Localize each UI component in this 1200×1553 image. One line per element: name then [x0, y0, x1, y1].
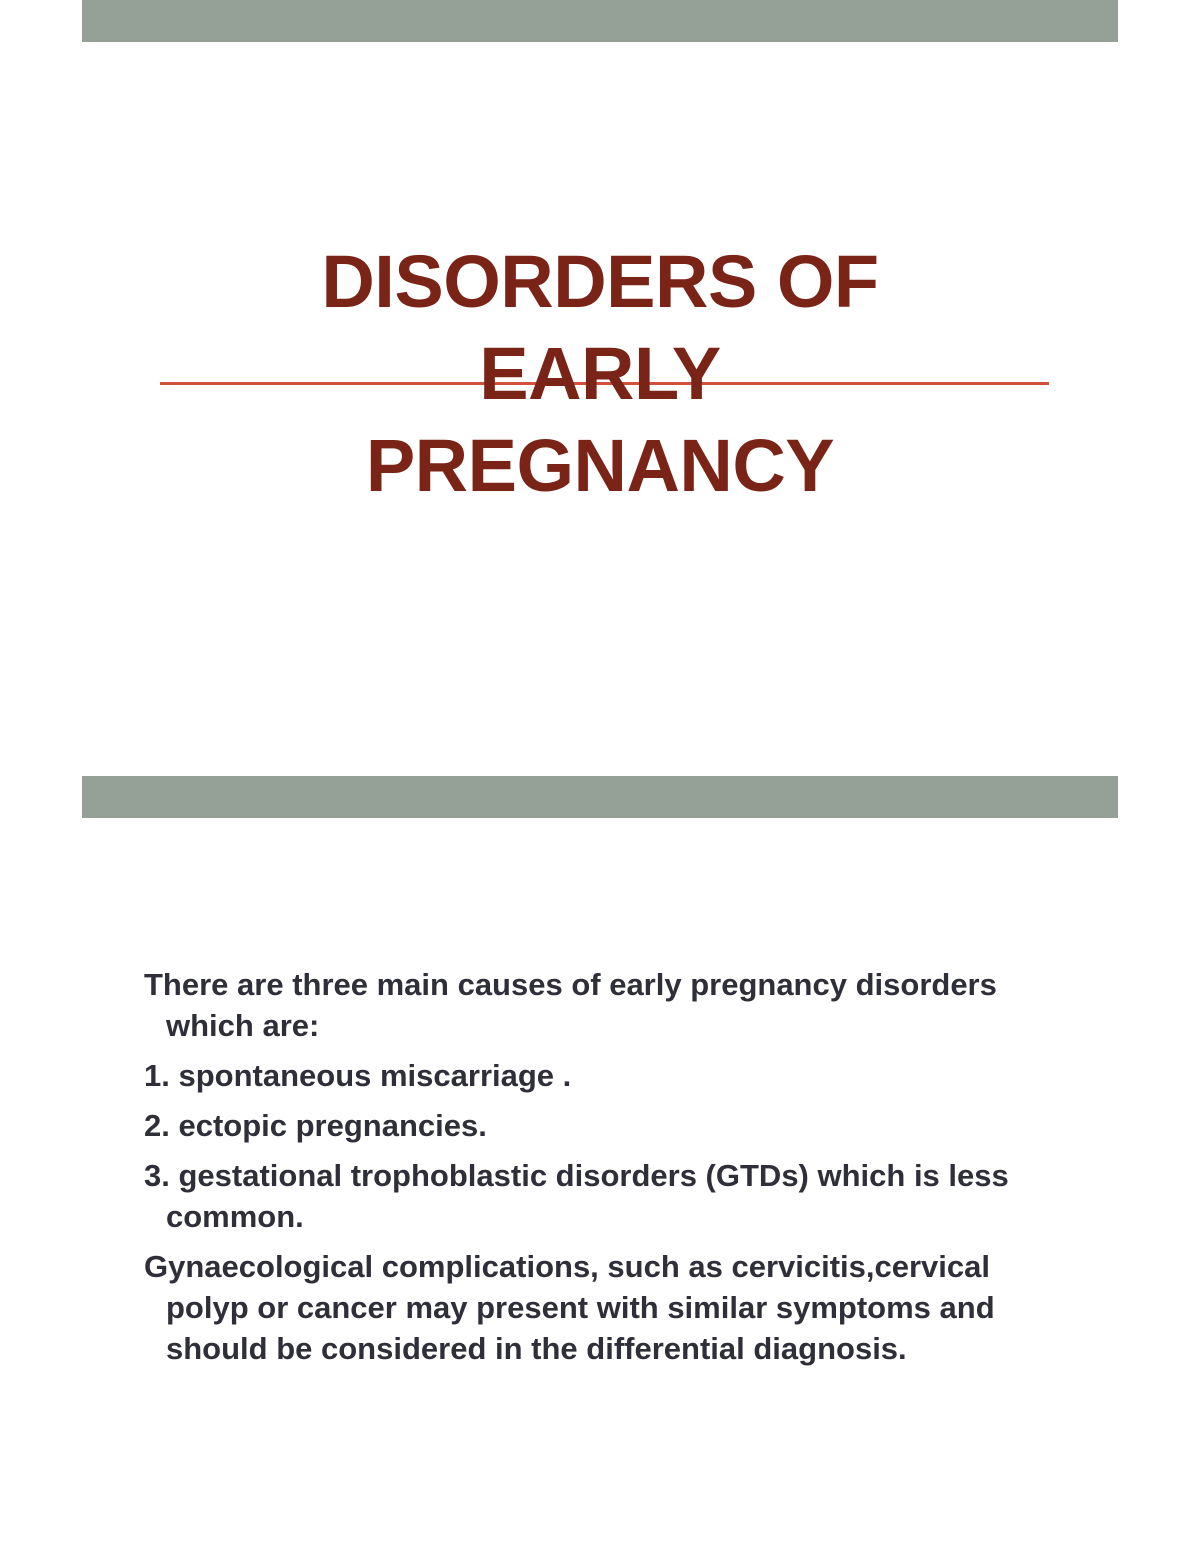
slide-title [0, 236, 1200, 512]
closing-paragraph: Gynaecological complications, such as cervicitis,cervical polyp or cancer may present with similar symptoms and should be considered in the differential diagnosis. [144, 1249, 995, 1366]
list-item-1: 1. spontaneous miscarriage . [144, 1058, 572, 1093]
header-bar-slide-2 [82, 776, 1118, 818]
intro-paragraph: There are three main causes of early pregnancy disorders which are: [144, 967, 997, 1043]
list-item-3: 3. gestational trophoblastic disorders (GTDs) which is less common. [144, 1158, 1009, 1234]
title-line-3: PREGNANCY [365, 424, 835, 507]
title-line-1: DISORDERS OF [321, 240, 879, 323]
header-bar-top [82, 0, 1118, 42]
slide-body [144, 964, 1064, 1378]
list-item-2: 2. ectopic pregnancies. [144, 1108, 487, 1143]
title-line-2: EARLY [479, 332, 721, 415]
